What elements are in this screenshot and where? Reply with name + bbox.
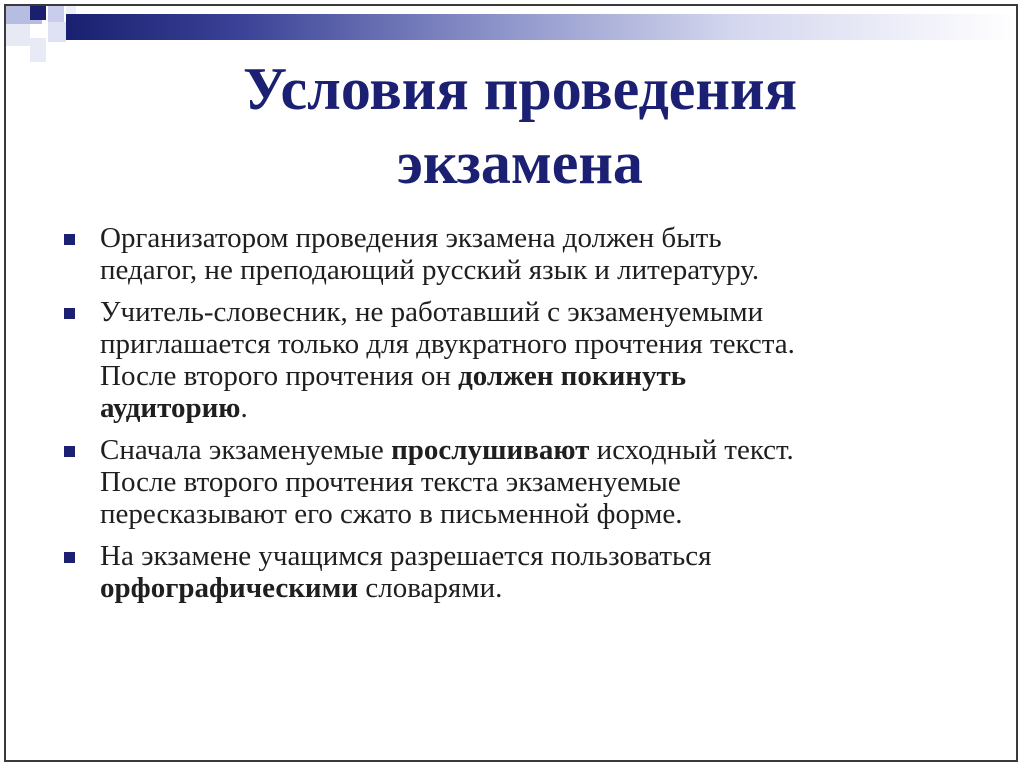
emphasized-text: прослушивают	[391, 434, 590, 466]
bullet-text: пересказывают его сжато в письменной форме.	[100, 498, 683, 530]
bullet-text: Организатором проведения экзамена должен быть	[100, 222, 722, 254]
slide-title-line-1: Условия проведения	[242, 56, 798, 122]
slide-title	[120, 52, 920, 200]
square-bullet-icon	[64, 308, 75, 319]
bullet-item-line	[100, 254, 958, 286]
bullet-item-line	[100, 498, 958, 530]
bullet-text: приглашается только для двукратного прочтения текста.	[100, 328, 795, 360]
slide-title-line-2: экзамена	[397, 130, 643, 196]
bullet-text: педагог, не преподающий русский язык и литературу.	[100, 254, 760, 286]
corner-decoration-square	[30, 38, 46, 62]
bullet-item	[58, 296, 958, 424]
bullet-text: словарями.	[358, 572, 503, 604]
bullet-text: Учитель-словесник, не работавший с экзаменуемыми	[100, 296, 764, 328]
bullet-text: исходный текст.	[589, 434, 794, 466]
emphasized-text: должен покинуть	[458, 360, 687, 392]
corner-decoration-square	[48, 22, 66, 42]
bullet-item-line	[100, 328, 958, 360]
corner-decoration-square	[48, 6, 64, 22]
bullet-text: .	[240, 392, 248, 424]
bullet-item-line	[100, 392, 958, 424]
bullet-item-line	[100, 222, 958, 254]
bullet-item-line	[100, 360, 958, 392]
corner-decoration-square	[30, 6, 46, 20]
bullet-item-line	[100, 572, 958, 604]
bullet-item-line	[100, 466, 958, 498]
bullet-item-line	[100, 296, 958, 328]
square-bullet-icon	[64, 446, 75, 457]
emphasized-text: аудиторию	[100, 392, 241, 424]
emphasized-text: орфографическими	[100, 572, 359, 604]
bullet-item-line	[100, 434, 958, 466]
bullet-text: После второго прочтения он	[100, 360, 459, 392]
bullet-item	[58, 434, 958, 530]
corner-decoration-square	[6, 24, 30, 46]
bullet-list	[58, 222, 958, 614]
bullet-item	[58, 222, 958, 286]
square-bullet-icon	[64, 552, 75, 563]
bullet-text: Сначала экзаменуемые	[100, 434, 392, 466]
bullet-text: После второго прочтения текста экзаменуемые	[100, 466, 681, 498]
square-bullet-icon	[64, 234, 75, 245]
bullet-text: На экзамене учащимся разрешается пользоваться	[100, 540, 712, 572]
bullet-item	[58, 540, 958, 604]
bullet-item-line	[100, 540, 958, 572]
header-gradient-band	[66, 14, 1016, 40]
